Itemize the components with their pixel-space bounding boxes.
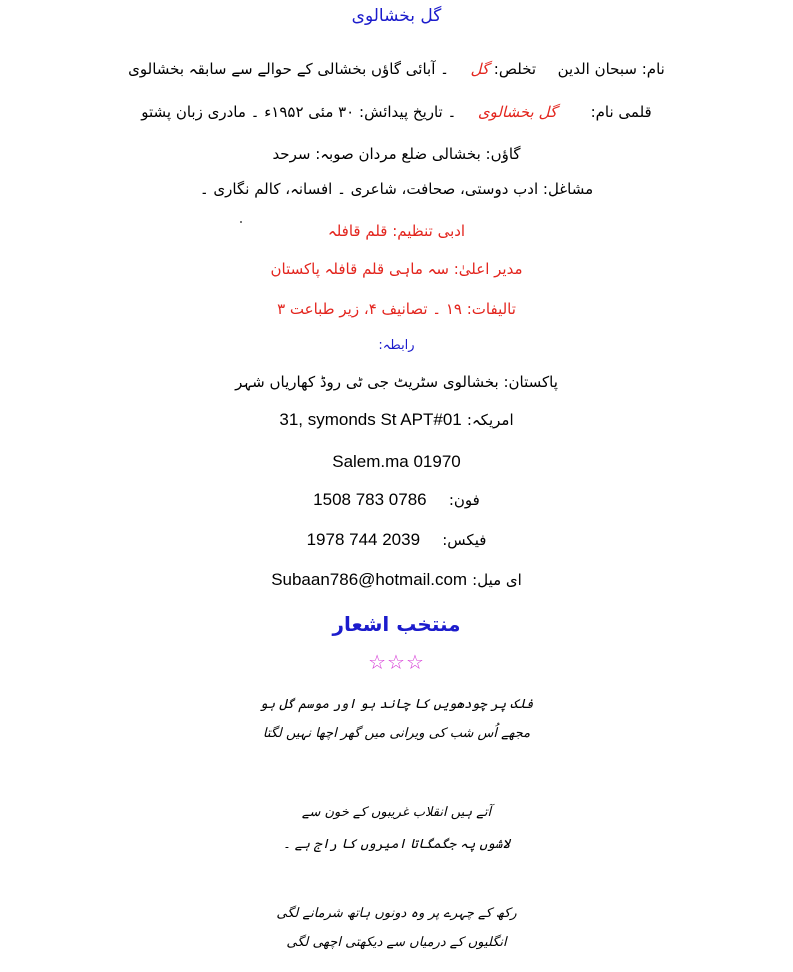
bio-organization-line: ادبی تنظیم: قلم قافلہ (327, 222, 466, 240)
america-city: Salem.ma 01970 (332, 452, 461, 471)
bio-editor-line: مدیر اعلیٰ: سہ ماہی قلم قافلہ پاکستان (270, 260, 523, 278)
bio-village-line: گاؤں: بخشالی ضلع مردان صوبہ: سرحد (272, 145, 521, 163)
decorative-stars: ☆☆☆ (368, 650, 425, 674)
bio-occupation-line: مشاغل: ادب دوستی، صحافت، شاعری ۔ افسانہ، کالم نگاری ۔ (199, 180, 594, 198)
couplet-1-line-1: فلک پر چودھویں کا چاند ہو اور موسم گل ہو (259, 697, 534, 712)
contact-america-line (0, 410, 793, 430)
name-rest: ۔ آبائی گاؤں بخشالی کے حوالے سے سابقہ بخشالوی (128, 60, 449, 78)
phone-label: فون: (448, 491, 480, 509)
america-label: امریکہ: (466, 411, 514, 429)
bio-name-line (0, 60, 793, 78)
contact-phone-line (0, 490, 793, 510)
contact-heading: رابطہ: (378, 338, 415, 353)
fax-number: 1978 744 2039 (306, 530, 421, 549)
email-label: ای میل: (472, 571, 522, 589)
phone-number: 1508 783 0786 (313, 490, 427, 509)
pen-name-value: گل بخشالوی (477, 103, 557, 121)
couplet-3-line-1: رکھ کے چہرے پر وہ دونوں ہاتھ شرمانے لگی (276, 906, 517, 921)
selected-poetry-heading: منتخب اشعار (332, 612, 461, 636)
takhallus-label: تخلص: (493, 60, 537, 78)
contact-email-line (0, 570, 793, 590)
name-label: نام: سبحان الدین (557, 60, 665, 78)
couplet-2-line-1: آتے ہیں انقلاب غریبوں کے خون سے (301, 805, 492, 820)
bio-pen-name-line (0, 103, 793, 121)
couplet-2-line-2: لاشوں پہ جگمگاتا امیروں کا راج ہے ۔ (283, 837, 510, 852)
bio-works-line: تالیفات: ۱۹ ۔ تصانیف ۴، زیر طباعت ۳ (277, 300, 516, 318)
pen-name-rest: ۔ تاریخ پیدائش: ۳۰ مئی ۱۹۵۲ء ۔ مادری زبان پشتو (141, 103, 457, 121)
fax-label: فیکس: (442, 531, 487, 549)
contact-pakistan-line: پاکستان: بخشالوی سٹریٹ جی ٹی روڈ کھاریاں شہر (235, 373, 558, 391)
america-address: 31, symonds St APT#01 (279, 410, 462, 429)
takhallus-value: گل (470, 60, 490, 78)
pen-name-label: قلمی نام: (590, 103, 652, 121)
couplet-3-line-2: انگلیوں کے درمیاں سے دیکھتی اچھی لگی (286, 935, 507, 950)
page-title: گل بخشالوی (351, 6, 442, 26)
email-address[interactable]: Subaan786@hotmail.com (271, 570, 468, 589)
contact-fax-line (0, 530, 793, 550)
couplet-1-line-2: مجھے اُس شب کی ویرانی میں گھر اچھا نہیں لگتا (262, 726, 531, 741)
